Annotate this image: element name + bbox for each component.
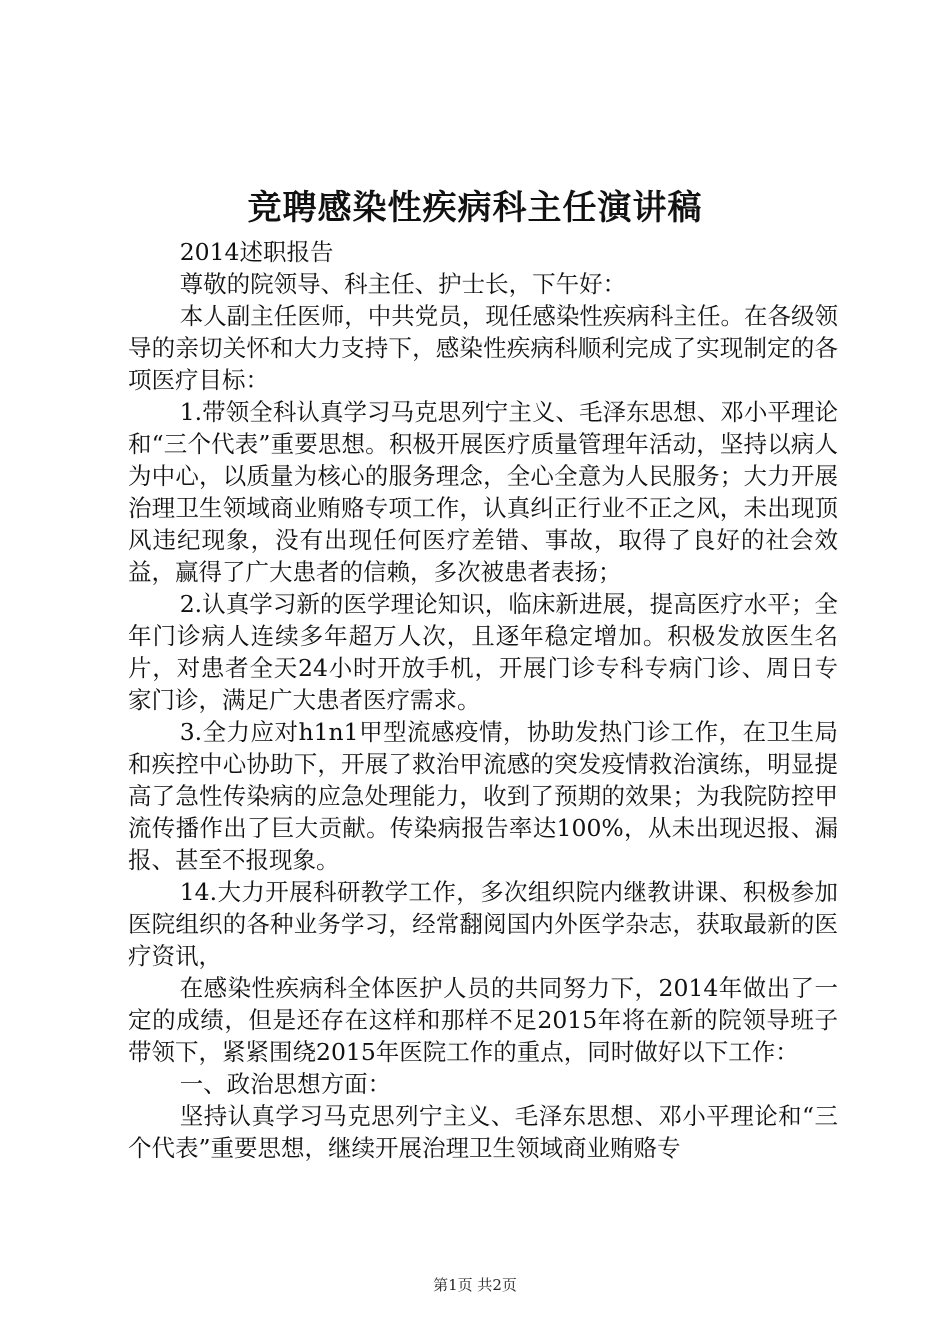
paragraph-item-2: 2.认真学习新的医学理论知识，临床新进展，提高医疗水平；全年门诊病人连续多年超万人次，且逐年稳定增加。积极发放医生名片，对患者全天24小时开放手机，开展门诊专科专病门诊、周日专家门诊，满足广大患者医疗需求。 bbox=[128, 590, 838, 714]
page-footer: 第1页 共2页 bbox=[433, 1276, 517, 1294]
document-body bbox=[128, 236, 838, 1164]
paragraph-item-1: 1.带领全科认真学习马克思列宁主义、毛泽东思想、邓小平理论和“三个代表”重要思想。积极开展医疗质量管理年活动，坚持以病人为中心，以质量为核心的服务理念，全心全意为人民服务；大力开展治理卫生领域商业贿赂专项工作，认真纠正行业不正之风，未出现顶风违纪现象，没有出现任何医疗差错、事故，取得了良好的社会效益，赢得了广大患者的信赖，多次被患者表扬； bbox=[128, 398, 838, 586]
paragraph-intro: 本人副主任医师，中共党员，现任感染性疾病科主任。在各级领导的亲切关怀和大力支持下，感染性疾病科顺利完成了实现制定的各项医疗目标： bbox=[128, 302, 838, 394]
paragraph-greeting: 尊敬的院领导、科主任、护士长，下午好： bbox=[179, 270, 627, 298]
paragraph-item-3: 3.全力应对h1n1甲型流感疫情，协助发热门诊工作，在卫生局和疾控中心协助下，开展了救治甲流感的突发疫情救治演练，明显提高了急性传染病的应急处理能力，收到了预期的效果；为我院防控甲流传播作出了巨大贡献。传染病报告率达100%，从未出现迟报、漏报、甚至不报现象。 bbox=[128, 718, 838, 874]
paragraph-politics: 坚持认真学习马克思列宁主义、毛泽东思想、邓小平理论和“三个代表”重要思想，继续开展治理卫生领域商业贿赂专 bbox=[128, 1102, 838, 1162]
paragraph-report-label: 2014述职报告 bbox=[179, 238, 334, 266]
paragraph-summary: 在感染性疾病科全体医护人员的共同努力下，2014年做出了一定的成绩，但是还存在这样和那样不足2015年将在新的院领导班子带领下，紧紧围绕2015年医院工作的重点，同时做好以下工作： bbox=[128, 974, 838, 1066]
paragraph-item-4: 14.大力开展科研教学工作，多次组织院内继教讲课、积极参加医院组织的各种业务学习，经常翻阅国内外医学杂志，获取最新的医疗资讯， bbox=[128, 878, 838, 970]
section-heading-politics: 一、政治思想方面： bbox=[179, 1070, 392, 1098]
document-title: 竞聘感染性疾病科主任演讲稿 bbox=[247, 188, 703, 228]
